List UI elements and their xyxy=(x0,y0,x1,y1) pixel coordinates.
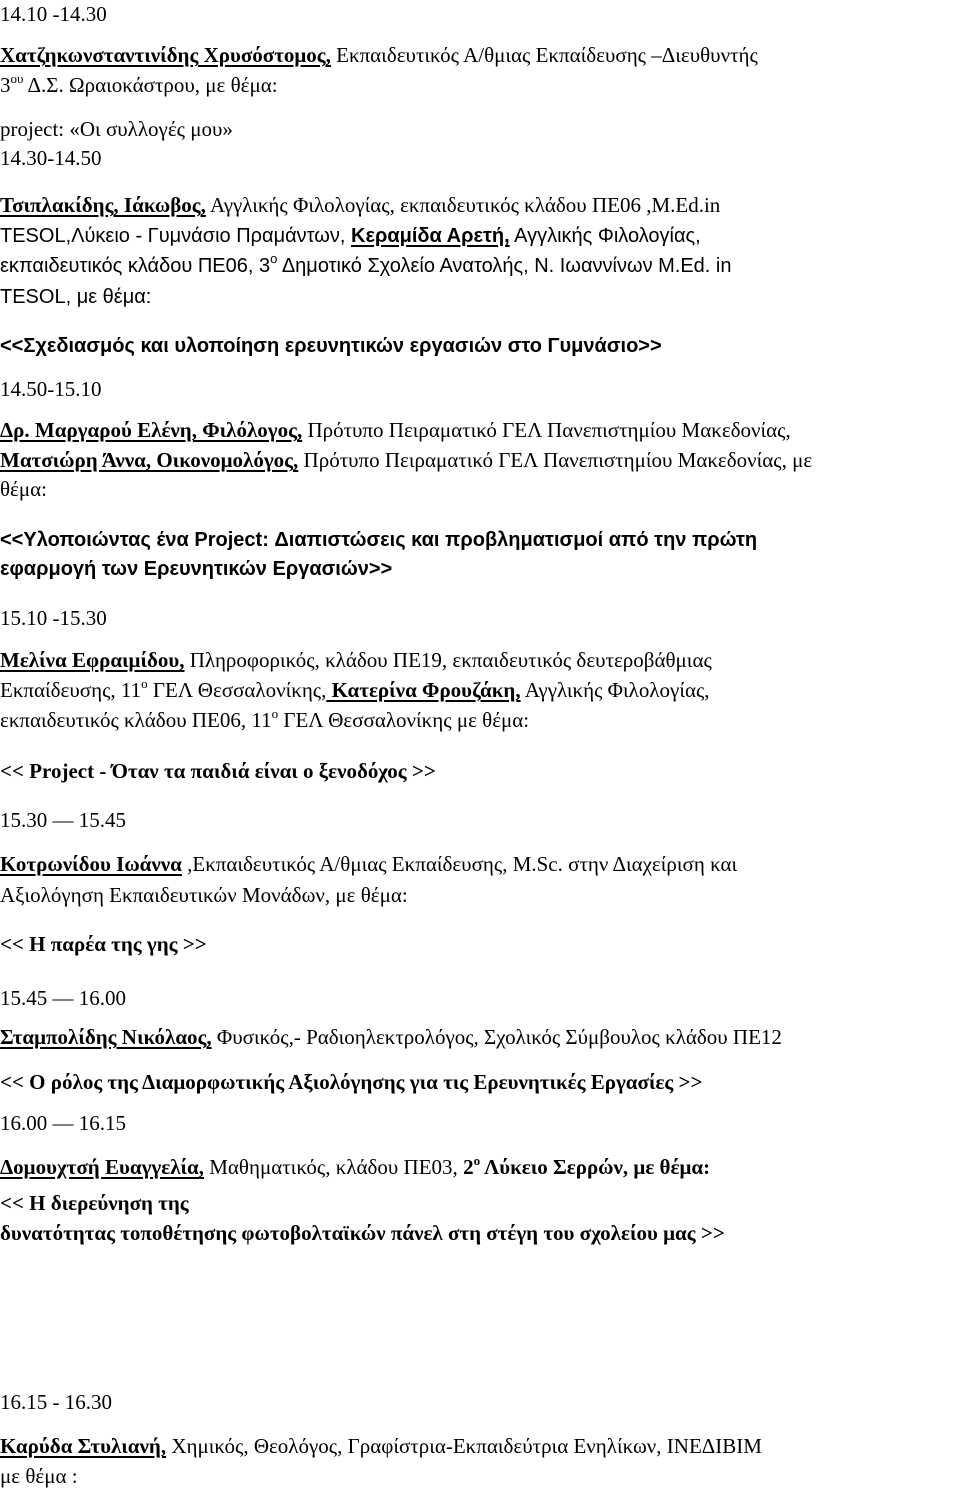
topic-title: <<Υλοποιώντας ένα Project: Διαπιστώσεις και προβληματισμοί από την πρώτη xyxy=(0,529,758,551)
speaker-name: Σταμπολίδης Νικόλαος, xyxy=(0,1025,212,1049)
topic-title: << Η παρέα της γης >> xyxy=(0,932,207,956)
speaker-line: Σταμπολίδης Νικόλαος, Φυσικός,- Ραδιοηλεκτρολόγος, Σχολικός Σύμβουλος κλάδου ΠΕ12 xyxy=(0,1025,782,1049)
speaker-name: Ματσιώρη Άννα, Οικονομολόγος, xyxy=(0,448,299,472)
time-slot: 15.30 — 15.45 xyxy=(0,808,126,832)
time-slot: 16.15 - 16.30 xyxy=(0,1390,112,1414)
topic-title: <<Σχεδιασμός και υλοποίηση ερευνητικών εργασιών στο Γυμνάσιο>> xyxy=(0,335,662,357)
time-slot: 15.10 -15.30 xyxy=(0,606,107,630)
topic-title: εφαρμογή των Ερευνητικών Εργασιών>> xyxy=(0,558,393,580)
topic-title: project: «Οι συλλογές μου» xyxy=(0,117,233,141)
speaker-line: Κοτρωνίδου Ιωάννα ,Εκπαιδευτικός Α/θμιας Εκπαίδευσης, M.Sc. στην Διαχείριση και xyxy=(0,852,738,876)
speaker-name: Κατερίνα Φρουζάκη, xyxy=(326,678,521,702)
topic-title: << Η διερεύνηση της xyxy=(0,1191,189,1215)
speaker-line: Ματσιώρη Άννα, Οικονομολόγος, Πρότυπο Πειραματικό ΓΕΛ Πανεπιστημίου Μακεδονίας, με xyxy=(0,448,813,472)
speaker-line: με θέμα : xyxy=(0,1464,78,1488)
speaker-line: Αξιολόγηση Εκπαιδευτικών Μονάδων, με θέμα: xyxy=(0,883,408,907)
topic-title: δυνατότητας τοποθέτησης φωτοβολταϊκών πάνελ στη στέγη του σχολείου μας >> xyxy=(0,1221,725,1245)
speaker-line: TESOL,Λύκειο - Γυμνάσιο Πραμάντων, Κεραμίδα Αρετή, Αγγλικής Φιλολογίας, xyxy=(0,225,701,247)
speaker-line: TESOL, με θέμα: xyxy=(0,286,152,308)
speaker-line: Δομουχτσή Ευαγγελία, Μαθηματικός, κλάδου ΠΕ03, $2^o$ Λύκειο Σερρών, με θέμα: xyxy=(0,1153,711,1179)
speaker-name: Κεραμίδα Αρετή, xyxy=(351,225,510,247)
speaker-name: Τσιπλακίδης, Ιάκωβος, xyxy=(0,193,206,217)
speaker-line: Τσιπλακίδης, Ιάκωβος, Αγγλικής Φιλολογίας, εκπαιδευτικός κλάδου ΠΕ06 ,M.Ed.in xyxy=(0,193,721,217)
time-slot: 14.10 -14.30 xyxy=(0,2,107,26)
topic-title: << Project - Όταν τα παιδιά είναι ο ξενοδόχος >> xyxy=(0,759,436,783)
speaker-line: εκπαιδευτικός κλάδου ΠΕ06, $3^o$ Δημοτικό Σχολείο Ανατολής, Ν. Ιωαννίνων M.Ed. in xyxy=(0,251,732,277)
speaker-line: εκπαιδευτικός κλάδου ΠΕ06, $11^o$ ΓΕΛ Θεσσαλονίκης με θέμα: xyxy=(0,706,530,732)
time-slot: 14.30-14.50 xyxy=(0,146,102,170)
speaker-name: Μελίνα Εφραιμίδου, xyxy=(0,648,185,672)
speaker-line: θέμα: xyxy=(0,477,47,501)
speaker-name: Καρύδα Στυλιανή, xyxy=(0,1434,167,1458)
speaker-name: Χατζηκωνσταντινίδης Χρυσόστομος, xyxy=(0,43,331,67)
speaker-line: Εκπαίδευσης, $11^o$ ΓΕΛ Θεσσαλονίκης, Κατερίνα Φρουζάκη, Αγγλικής Φιλολογίας, xyxy=(0,676,710,702)
speaker-name: Δρ. Μαργαρού Ελένη, Φιλόλογος, xyxy=(0,418,303,442)
speaker-name: Κοτρωνίδου Ιωάννα xyxy=(0,852,182,876)
speaker-line: Δρ. Μαργαρού Ελένη, Φιλόλογος, Πρότυπο Πειραματικό ΓΕΛ Πανεπιστημίου Μακεδονίας, xyxy=(0,418,791,442)
speaker-name: Δομουχτσή Ευαγγελία, xyxy=(0,1155,204,1179)
time-slot: 14.50-15.10 xyxy=(0,377,102,401)
speaker-line: $3^{o\upsilon}$ Δ.Σ. Ωραιοκάστρου, με θέμα: xyxy=(0,71,278,97)
time-slot: 15.45 — 16.00 xyxy=(0,986,126,1010)
speaker-line: Καρύδα Στυλιανή, Χημικός, Θεολόγος, Γραφίστρια-Εκπαιδεύτρια Ενηλίκων, ΙΝΕΔΙΒΙΜ xyxy=(0,1434,762,1458)
speaker-line: Μελίνα Εφραιμίδου, Πληροφορικός, κλάδου ΠΕ19, εκπαιδευτικός δευτεροβάθμιας xyxy=(0,648,712,672)
time-slot: 16.00 — 16.15 xyxy=(0,1111,126,1135)
topic-title: << Ο ρόλος της Διαμορφωτικής Αξιολόγησης για τις Ερευνητικές Εργασίες >> xyxy=(0,1070,703,1094)
speaker-line: Χατζηκωνσταντινίδης Χρυσόστομος, Εκπαιδευτικός Α/θμιας Εκπαίδευσης –Διευθυντής xyxy=(0,43,758,67)
